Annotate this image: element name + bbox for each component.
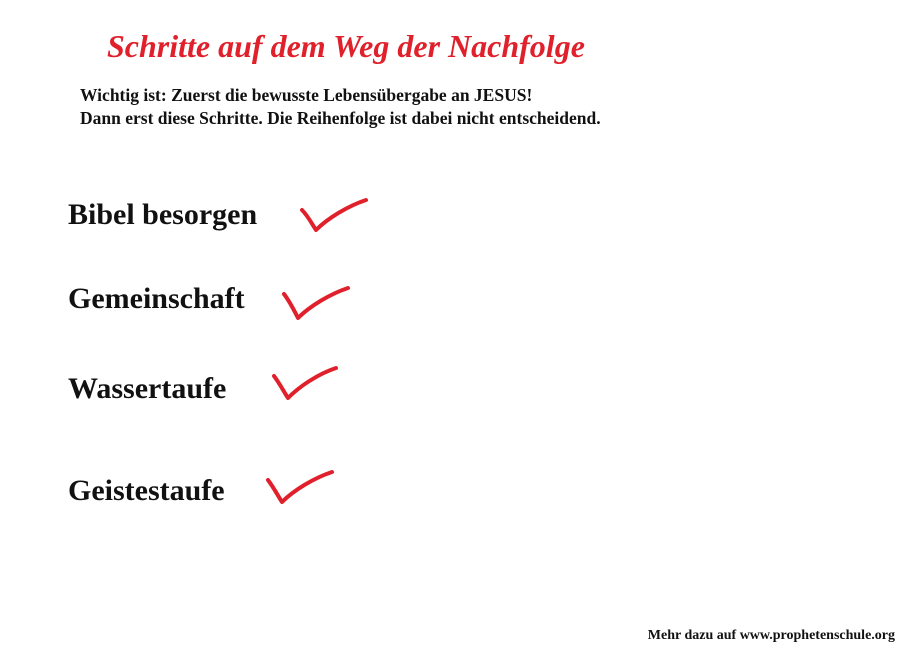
step-item-geistestaufe: Geistestaufe: [68, 474, 225, 507]
intro-line-2: Dann erst diese Schritte. Die Reihenfolge ist dabei nicht entscheidend.: [80, 108, 601, 128]
step-item-bibel-besorgen: Bibel besorgen: [68, 198, 258, 231]
footer-text: Mehr dazu auf www.prophetenschule.org: [647, 628, 895, 643]
step-item-wassertaufe: Wassertaufe: [68, 372, 227, 405]
check-mark-icon: [280, 284, 352, 328]
intro-line-1: Wichtig ist: Zuerst die bewusste Lebensübergabe an JESUS!: [80, 85, 533, 105]
step-item-gemeinschaft: Gemeinschaft: [68, 282, 245, 315]
check-mark-icon: [264, 468, 336, 512]
intro-text: [80, 84, 601, 130]
check-mark-icon: [270, 362, 342, 406]
check-mark-icon: [298, 194, 370, 238]
page-title: Schritte auf dem Weg der Nachfolge: [107, 28, 585, 64]
